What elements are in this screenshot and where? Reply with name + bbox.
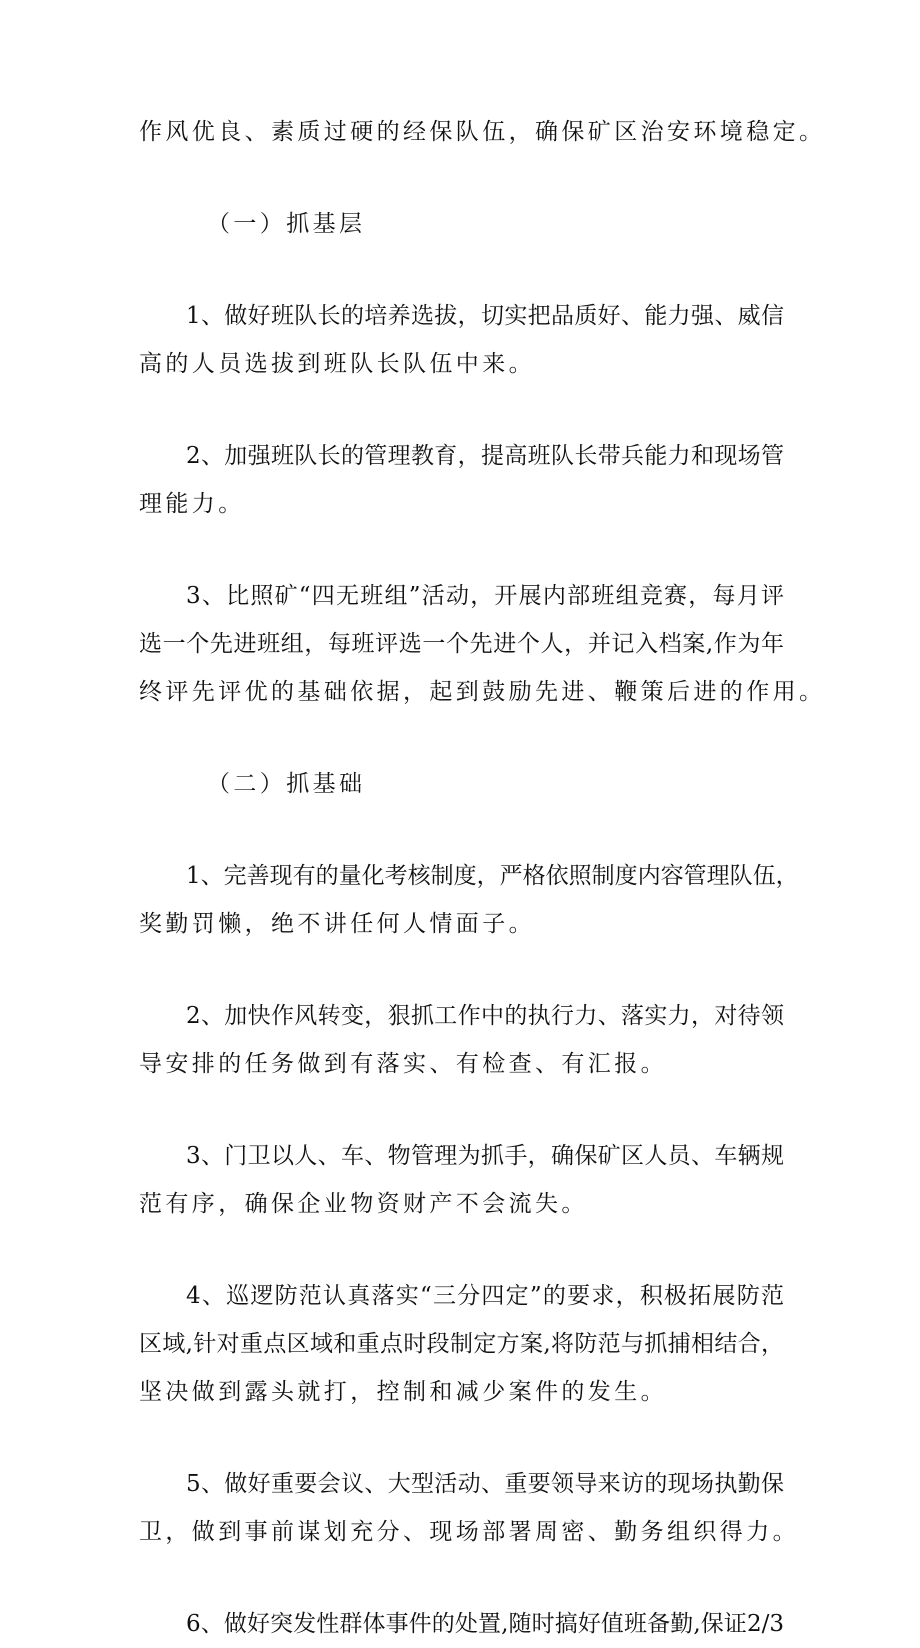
section-2-item-1-line-1: 1、完善现有的量化考核制度，严格依照制度内容管理队伍， xyxy=(186,863,799,889)
section-2-item-6-line-1: 6、做好突发性群体事件的处置,随时搞好值班备勤,保证2/3 xyxy=(186,1611,784,1637)
section-1-item-3-line-3: 终评先评优的基础依据，起到鼓励先进、鞭策后进的作用。 xyxy=(139,679,826,705)
section-2-item-3-line-2: 范有序，确保企业物资财产不会流失。 xyxy=(139,1191,588,1217)
document-body xyxy=(139,108,826,1648)
intro-line: 作风优良、素质过硬的经保队伍，确保矿区治安环境稳定。 xyxy=(139,119,826,145)
section-2-item-1-line-2: 奖勤罚懒，绝不讲任何人情面子。 xyxy=(139,911,535,937)
section-1-item-1-line-1: 1、做好班队长的培养选拔，切实把品质好、能力强、威信 xyxy=(186,303,784,329)
section-1-item-2-line-1: 2、加强班队长的管理教育，提高班队长带兵能力和现场管 xyxy=(186,443,784,469)
section-1-item-1-line-2: 高的人员选拔到班队长队伍中来。 xyxy=(139,351,535,377)
section-1-item-3-line-1: 3、比照矿“四无班组”活动，开展内部班组竞赛，每月评 xyxy=(186,583,784,609)
section-2-item-3-line-1: 3、门卫以人、车、物管理为抓手，确保矿区人员、车辆规 xyxy=(186,1143,784,1169)
section-1-item-2-line-2: 理能力。 xyxy=(139,491,245,517)
section-2-item-4-line-3: 坚决做到露头就打，控制和减少案件的发生。 xyxy=(139,1379,667,1405)
section-2-item-4-line-1: 4、巡逻防范认真落实“三分四定”的要求，积极拓展防范 xyxy=(186,1283,784,1309)
section-2-item-2-line-1: 2、加快作风转变，狠抓工作中的执行力、落实力，对待领 xyxy=(186,1003,784,1029)
section-2-item-5-line-2: 卫，做到事前谋划充分、现场部署周密、勤务组织得力。 xyxy=(139,1519,799,1545)
section-2-item-2-line-2: 导安排的任务做到有落实、有检查、有汇报。 xyxy=(139,1051,667,1077)
section-heading-1: （一）抓基层 xyxy=(207,211,366,237)
section-heading-2: （二）抓基础 xyxy=(207,771,366,797)
section-2-item-5-line-1: 5、做好重要会议、大型活动、重要领导来访的现场执勤保 xyxy=(186,1471,784,1497)
section-2-item-4-line-2: 区域,针对重点区域和重点时段制定方案,将防范与抓捕相结合， xyxy=(139,1331,784,1357)
section-1-item-3-line-2: 选一个先进班组，每班评选一个先进个人，并记入档案,作为年 xyxy=(139,631,784,657)
